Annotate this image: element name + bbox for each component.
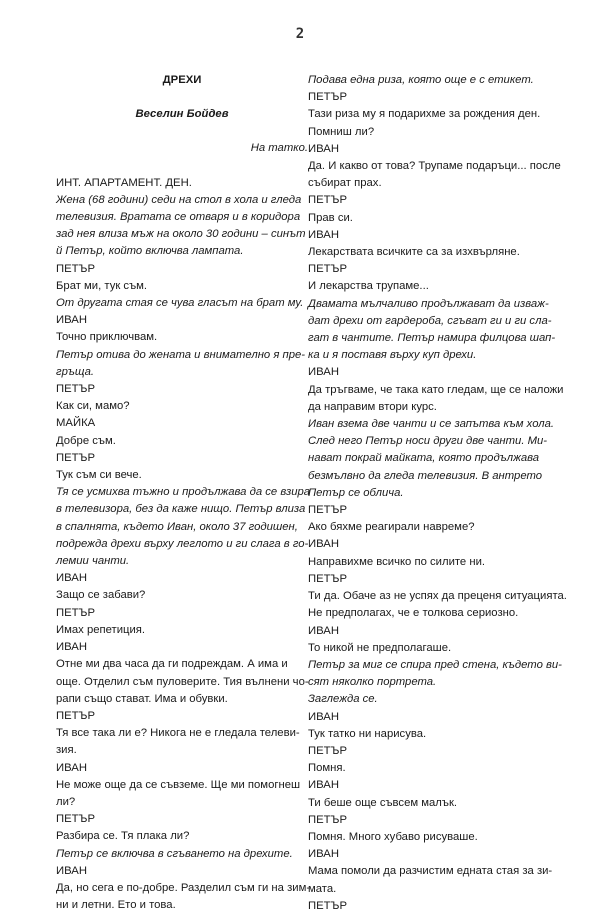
stage-direction-line: дат дрехи от гардероба, сгъват ги и ги сла- [308,314,552,327]
script-line: ПЕТЪР [308,263,348,276]
script-line: ПЕТЪР [308,91,348,104]
stage-direction-line: След него Петър носи други две чанти. Ми- [308,435,548,448]
stage-direction-line: гат в чантите. Петър намира филцова шап- [308,332,556,345]
script-line: Добре съм. [56,434,116,447]
stage-direction-line: От другата стая се чува гласът на брат му. [56,297,304,310]
stage-direction-line: Подава една риза, която още е с етикет. [308,74,534,86]
right-column [308,72,565,915]
script-line: Ти да. Обаче аз не успях да преценя ситуацията. [308,590,567,603]
script-line: Отне ми два часа да ги подреждам. А има и [56,658,288,671]
script-line: То никой не предполагаше. [308,641,452,654]
script-line: Тази риза му я подарихме за рождения ден. [308,108,541,121]
spacer [56,89,308,106]
stage-direction-line: в телевизора, без да каже нищо. Петър влиза [56,503,306,516]
script-line: ПЕТЪР [56,813,96,826]
script-line: да направим втори курс. [308,400,437,413]
script-line: Ти беше още съвсем малък. [308,796,458,809]
script-line: ИВАН [308,624,339,637]
stage-direction-line: Заглежда се. [308,693,378,706]
script-line: Как си, мамо? [56,400,130,413]
stage-direction-line: Тя се усмихва тъжно и продължава да се взира [56,486,311,499]
script-line: Прав си. [308,211,353,224]
stage-direction-line: зад нея влиза мъж на около 30 години – синът [56,228,306,241]
stage-direction-line: сят няколко портрета. [308,676,437,689]
stage-direction-line: лемии чанти. [56,555,130,568]
script-line: ИВАН [308,142,339,155]
script-line: ИВАН [308,228,339,241]
script-line: ИВАН [308,366,339,379]
right-script-body [308,72,565,915]
script-line: ИВАН [308,848,339,861]
script-line: рапи също стават. Има и обувки. [56,692,228,705]
stage-direction-line: телевизия. Вратата се отваря и в коридора [56,211,301,224]
stage-direction-line: Петър за миг се спира пред стена, където ви- [308,658,562,671]
stage-direction-line: Петър отива до жената и внимателно я пре- [56,348,306,361]
dedication: На татко. [250,142,308,155]
script-line: Лекарствата всичките са за изхвърляне. [308,246,520,259]
script-line: ни и летни. Ето и това. [56,899,176,912]
script-line: Точно приключвам. [56,331,158,344]
left-script-body [56,175,311,915]
stage-direction-line: в спалнята, където Иван, около 37 годишен, [56,520,298,533]
script-line: ли? [56,795,76,808]
script-line: Помня. [308,762,346,775]
script-line: Да. И какво от това? Трупаме подаръци... после [308,160,561,173]
script-line: ИВАН [56,314,87,327]
script-line: ИВАН [308,538,339,551]
script-line: ПЕТЪР [308,572,348,585]
author-name: Веселин Бойдев [135,108,229,121]
script-line: Мама помоли да разчистим едната стая за зи- [308,865,553,878]
script-line: ПЕТЪР [56,709,96,722]
stage-direction-line: Жена (68 години) седи на стол в хола и гледа [56,193,302,206]
script-line: Тук съм си вече. [56,469,142,482]
stage-direction-line: ка и я поставя върху куп дрехи. [308,349,477,362]
script-line: ПЕТЪР [308,813,348,826]
script-line: зия. [56,744,77,757]
script-line: Помня. Много хубаво рисуваше. [308,830,478,843]
script-line: Защо се забави? [56,589,146,602]
script-line: Да, но сега е по-добре. Разделил съм ги на зим- [56,881,311,894]
script-line: ИВАН [308,779,339,792]
spacer [56,158,308,175]
script-line: ИВАН [56,641,87,654]
script-line: Не може още да се съвземе. Ще ми помогнеш [56,778,301,791]
stage-direction-line: безмълвно да гледа телевизия. В антрето [308,469,543,482]
stage-direction-line: й Петър, който включва лампата. [56,245,244,258]
script-line: И лекарства трупаме... [308,280,429,293]
script-line: ИНТ. АПАРТАМЕНТ. ДЕН. [56,176,192,189]
left-column [56,72,311,914]
script-line: Брат ми, тук съм. [56,279,148,292]
stage-direction-line: гръща. [56,365,95,378]
script-line: ПЕТЪР [56,383,96,396]
screenplay-title: ДРЕХИ [162,74,202,86]
script-line: събират прах. [308,177,382,190]
script-line: Не предполагах, че е толкова сериозно. [308,607,519,620]
script-line: Тя все така ли е? Никога не е гледала телеви- [56,727,300,740]
stage-direction-line: Петър се включва в сгъването на дрехите. [56,847,293,860]
script-line: ПЕТЪР [56,451,96,464]
script-line: МАЙКА [56,417,96,430]
script-line: Разбира се. Тя плака ли? [56,830,190,843]
stage-direction-line: Петър се облича. [308,486,404,499]
script-line: Тук татко ни нарисува. [308,727,427,740]
script-line: ИВАН [56,761,87,774]
stage-direction-line: подрежда дрехи върху леглото и ги слага в го- [56,537,309,550]
script-line: ИВАН [56,864,87,877]
stage-direction-line: Иван взема две чанти и се запътва към хола. [308,418,555,431]
script-line: Имах репетиция. [56,623,146,636]
script-line: ПЕТЪР [56,262,96,275]
script-line: ПЕТЪР [308,194,348,207]
script-line: ПЕТЪР [308,899,348,912]
script-line: Направихме всичко по силите ни. [308,555,486,568]
script-line: ПЕТЪР [308,744,348,757]
script-line: Ако бяхме реагирали навреме? [308,521,475,534]
script-line: Помниш ли? [308,125,375,138]
script-line: Да тръгваме, че така като гледам, ще се наложи [308,383,564,396]
stage-direction-line: Двамата мълчаливо продължават да изваж- [308,297,549,310]
script-line: ПЕТЪР [56,606,96,619]
page-number: 2 [295,26,305,42]
spacer [56,123,308,140]
stage-direction-line: нават покрай майката, която продължава [308,452,540,465]
script-line: мата. [308,882,337,895]
script-line: ПЕТЪР [308,504,348,517]
script-line: ИВАН [56,572,87,585]
script-line: още. Отделил съм пуловерите. Тия вълнени чо- [56,675,309,688]
script-line: ИВАН [308,710,339,723]
